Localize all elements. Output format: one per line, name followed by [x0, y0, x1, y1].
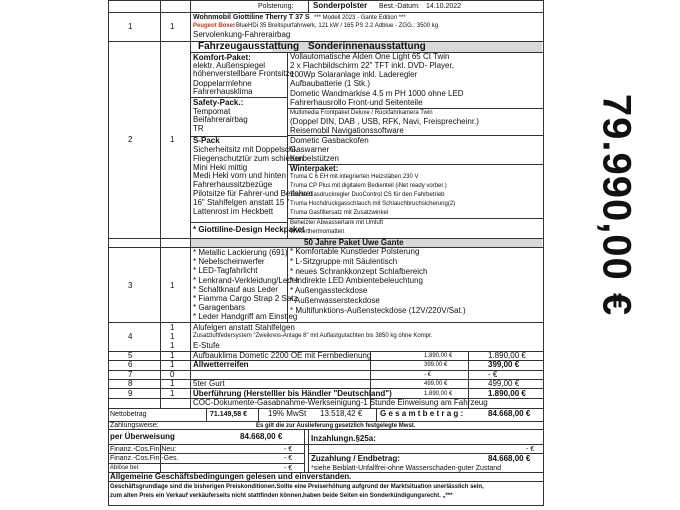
package-feature-line: * Fiamma Cargo Strap 2 Satz: [193, 294, 298, 303]
total-price-rotated: 79.990,00 €: [594, 93, 639, 317]
row1-extra: Servolenkung-Fahrerairbag: [193, 30, 291, 39]
interior-feature-line: 100Wp Solaranlage inkl. Laderegler: [290, 70, 418, 79]
package-feature-line: * Außenwassersteckdose: [290, 296, 380, 305]
vehicle-modell: *** Modell 2023 - Gante Edition ***: [314, 15, 406, 21]
row1-pos: 1: [128, 22, 133, 31]
netto-value: 71.149,58 €: [210, 411, 247, 418]
feature-line: Mini Heki mittig: [193, 163, 248, 172]
interior-feature-line: Gaswarner: [290, 145, 330, 154]
feature-line: Fahrerhausklima: [193, 87, 253, 96]
interior-feature-line: Beheizter Abwassertank mit Umluft: [290, 220, 384, 226]
feature-line: 16" Stahlfelgen anstatt 15 ": [193, 198, 290, 207]
item-qty: 1: [170, 360, 175, 370]
package-feature-line: * Metallic Lackierung (691): [193, 248, 288, 257]
feature-line: höhenverstellbare Frontsitze: [193, 69, 294, 78]
package-feature-line: * Schaltknauf aus Leder: [193, 284, 278, 294]
feature-line: TR: [193, 124, 204, 133]
interior-feature-line: (Doppel DIN, DAB , USB, RFK, Navi, Freisprecheinr.): [290, 117, 479, 126]
interior-feature-line: Truma Gasfiltersatz mit Zusatzwinkel: [290, 210, 389, 216]
row4-qty: 1: [170, 341, 175, 350]
agb-line: Allgemeine Geschäftsbedingungen gelesen und einverstanden.: [110, 472, 352, 481]
item-pos: 5: [128, 351, 133, 360]
feature-line: S-Pack: [193, 136, 220, 145]
item-unit-price: 399,00 €: [424, 362, 448, 369]
feature-line: Fliegenschutztür zum schieben: [193, 154, 304, 163]
package-feature-line: * neues Schrankkonzept Schlafbereich: [290, 266, 428, 276]
footer-note-1: Geschäftsgrundlage sind die bisherigen Preiskonditionen.Sollte eine Preiserhöhung aufgrund der Marktsituation unerlässlich sein,: [110, 484, 484, 490]
row2-qty: 1: [170, 135, 175, 144]
vehicle-title: Wohnmobil Giottiline Therry T 37 S: [193, 14, 310, 21]
item-total-price: 1.890,00 €: [488, 351, 526, 360]
gesamt-label: G e s a m t b e t r a g :: [380, 409, 464, 418]
row4-line: Alufelgen anstatt Stahlfelgen: [193, 323, 295, 332]
item-qty: 1: [170, 351, 175, 360]
coc-line: COC-Dokumente-Gasabnahme-Werkseinigung-1 Stunde Einweisung am Fahrzeug: [193, 398, 488, 407]
package-feature-line: * Nebelscheinwerfer: [193, 257, 265, 267]
zuzahlung-value: 84.668,00 €: [488, 454, 531, 463]
abloese-label: Ablöse bei:: [110, 465, 140, 471]
zuzahlung-label: Zuzahlung / Endbetrag:: [311, 454, 400, 463]
feature-line: Beifahrerairbag: [193, 115, 248, 124]
item-pos: 6: [128, 360, 133, 370]
item-unit-price: 1.890,00 €: [424, 390, 453, 397]
item-total-price: 499,00 €: [488, 379, 520, 389]
interior-feature-line: Dometic Wandmarkise 4.5 m PH 1000 ohne LED: [290, 89, 464, 98]
interior-feature-line: Vollautomatische Alden One Light 65 CI Twin: [290, 52, 450, 61]
feature-line: Medi Heki vorn und hinten: [193, 171, 286, 180]
item-qty: 0: [170, 369, 175, 379]
zahlungsweise-label: Zahlungsweise:: [110, 422, 159, 429]
interior-feature-line: Dometic Gasbackofen: [290, 136, 369, 145]
item-qty: 1: [170, 388, 175, 398]
feature-line: elektr. Außenspiegel: [193, 61, 266, 70]
package-feature-line: * Außengassteckdose: [290, 286, 368, 296]
item-pos: 8: [128, 379, 133, 389]
interior-feature-line: Winterthermomatten: [290, 229, 345, 235]
beiblatt-note: *siehe Beiblatt-Unfallfrei-ohne Wasserschaden-guter Zustand: [311, 465, 502, 472]
row3-qty: 1: [170, 281, 175, 290]
interior-feature-line: Truma Gasdruckregler DuoControl CS für den Fahrbetrieb: [290, 192, 445, 198]
item-unit-price: - €: [424, 371, 432, 378]
package-feature-line: * Multifunktions-Außensteckdose (12V/220V/Sat.): [290, 305, 466, 315]
interior-feature-line: Truma Hochdruckgasschlauch mit Schlauchbruchsicherung(2): [290, 201, 456, 207]
feature-line: Fahrerhaussitzbezüge: [193, 180, 273, 189]
feature-line: Sicherheitsitz mit Doppelschl.: [193, 145, 298, 154]
package-feature-line: * Garagenbars: [193, 303, 246, 313]
item-total-price: 399,00 €: [488, 360, 520, 370]
mwst-note: Es gilt die zur Auslieferung gesetzlich festgelegte Mwst.: [256, 423, 416, 429]
item-text: Aufbauklima Dometic 2200 OE mit Fernbedienung: [193, 351, 372, 360]
package-feature-line: * Indirekte LED Ambientebeleuchtung: [290, 276, 423, 286]
interior-feature-line: Truma C 6 EH mit integrierten Heizstäben 230 V: [290, 174, 419, 180]
item-unit-price: 1.890,00 €: [424, 353, 453, 359]
mwst-label: 19% MwSt: [268, 409, 307, 418]
package-header: 50 Jahre Paket Uwe Gante: [304, 238, 404, 247]
feature-line: Komfort-Paket:: [193, 53, 251, 62]
row4-qty: 1: [170, 332, 175, 341]
polsterung-label: Polsterung:: [258, 3, 294, 10]
interior-feature-line: Fahrerhausrollo Front-und Seitenteile: [290, 98, 423, 107]
best-datum-value: 14.10.2022: [426, 3, 462, 10]
inzahlung-label: Inzahlungn.§25a:: [311, 434, 376, 443]
ueberweisung-value: 84.668,00 €: [240, 432, 283, 441]
item-pos: 7: [128, 369, 133, 379]
netto-label: Nettobetrag: [110, 411, 147, 418]
interior-feature-line: Winterpaket:: [290, 164, 339, 173]
mwst-value: 13.518,42 €: [320, 409, 363, 418]
fin-neu-label: Finanz.-Cos.Fin.Neu:: [110, 446, 177, 453]
footer-note-2: zum alten Preis ein Verkauf verkäuferseits nicht stattfinden können,haben beide Seiten ein Sonderkündigungsrecht. „***: [110, 493, 453, 499]
interior-feature-line: Truma CP Plus mit digitalem Bedienteil (iNet ready vorber.): [290, 183, 447, 189]
feature-line: Tempomat: [193, 107, 231, 116]
heckpaket-line: * Giottiline-Design Heckpaket: [193, 225, 305, 234]
item-pos: 9: [128, 388, 133, 398]
item-text: Überführung (Herstelller bis Händler "Deutschland"): [193, 388, 392, 398]
row3-pos: 3: [128, 281, 133, 290]
interior-feature-line: Kurbelstützen: [290, 154, 339, 163]
row2-pos: 2: [128, 135, 133, 144]
package-feature-line: * LED-Tagfahrlicht: [193, 266, 258, 276]
gesamt-value: 84.668,00 €: [488, 409, 531, 418]
row4-pos: 4: [128, 332, 133, 341]
feature-line: Pilotsitze für Fahrer-und Beifahrer: [193, 189, 314, 198]
fin-ges-label: Finanz.-Cos.Fin.-Ges.: [110, 455, 179, 462]
inzahlung-value: - €: [526, 446, 535, 453]
sonderinnenausstattung-header: Sonderinnenausstattung: [308, 41, 426, 52]
best-datum-label: Best.-Datum:: [379, 3, 420, 10]
package-feature-line: * L-Sitzgruppe mit Säulentisch: [290, 256, 398, 266]
interior-feature-line: Aufbaubatterie (1 Stk.): [290, 79, 371, 88]
package-feature-line: * Leder Handgriff am Einstieg: [193, 312, 298, 322]
item-text: 5ter Gurt: [193, 379, 225, 389]
package-feature-line: * Lenkrand-Verkleidung/Leder: [193, 275, 299, 285]
item-text: Allwetterreifen: [193, 360, 249, 370]
fin-neu-value: - €: [284, 446, 293, 453]
feature-line: Lattenrost im Heckbett: [193, 207, 274, 216]
feature-line: Doppelarmlehne: [193, 79, 252, 88]
row4-line: Zusatzluftfedersystem "Zweikreis-Anlage 8" mit Auflastgutachten bis 3850 kg ohne Kompr.: [193, 333, 433, 339]
package-feature-line: * Komfortable Kunstleder Polsterung: [290, 247, 420, 256]
order-document: [108, 0, 544, 510]
item-total-price: 1.890,00 €: [488, 388, 526, 398]
item-qty: 1: [170, 379, 175, 389]
row1-qty: 1: [170, 22, 175, 31]
sonderpolster-label: Sonderpolster: [313, 1, 368, 10]
fin-ges-value: - €: [284, 455, 293, 462]
interior-feature-line: 2 x Flachbildschirm 22" TFT inkl. DVD- Player,: [290, 61, 454, 70]
item-unit-price: 499,00 €: [424, 381, 448, 388]
row4-line: E-Stufe: [193, 341, 220, 350]
chassis-brand: Peugeot Boxer: [193, 23, 236, 29]
chassis-spec: BlueHDi 35 Breitspurfahrwerk, 121 kW / 165 PS 2.2 Adblue - ZGG.: 3500 kg: [236, 23, 439, 29]
interior-feature-line: Reisemobil Navigationssoftware: [290, 126, 404, 135]
row4-qty: 1: [170, 323, 175, 332]
fahrzeugausstattung-header: Fahrzeugausstattung: [198, 41, 300, 52]
interior-feature-line: Multimedia Frontpaket Deluxe / Rückfahrkamera Twin: [290, 110, 433, 116]
abloese-value: - €: [284, 465, 293, 472]
feature-line: Safety-Pack.:: [193, 98, 244, 107]
item-total-price: - €: [488, 369, 498, 379]
ueberweisung-label: per Überweisung: [110, 432, 175, 441]
